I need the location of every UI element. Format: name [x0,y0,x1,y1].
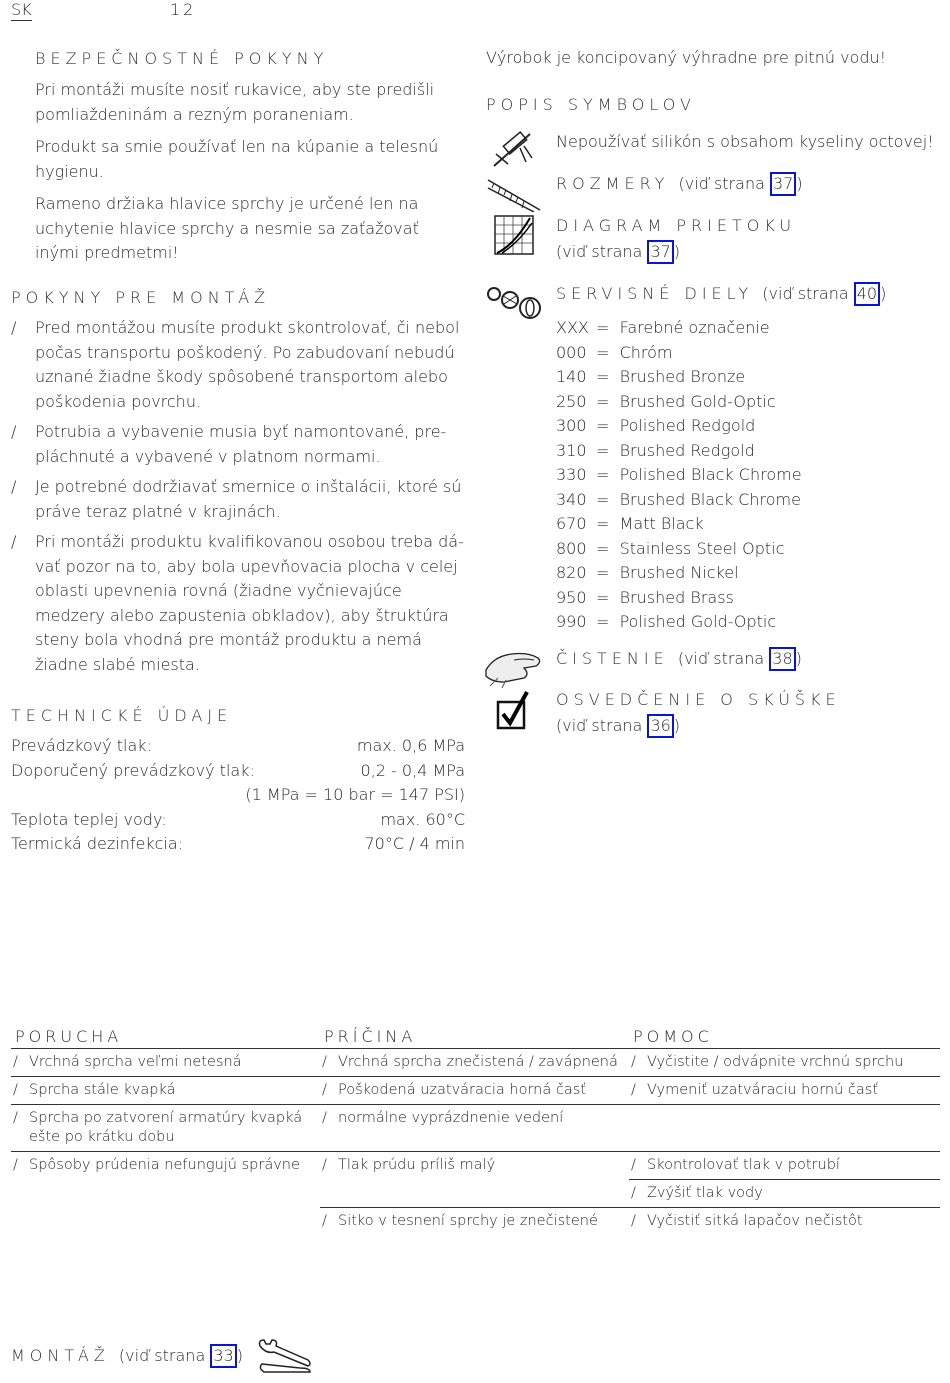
list-item: / Je potrebné dodržiavať smernice o inštalácii, ktoré sú práve teraz platné v krajinách. [11,477,462,521]
language-code: SK [11,0,32,19]
color-code-row: 670 = Matt Black [556,514,704,533]
cause-cell: Tlak prúdu príliš malý [338,1157,496,1173]
spare-parts-title: SERVISNÉ DIELY [556,284,754,303]
montage-ref: (viď strana [118,1346,206,1365]
safety-paragraph: Pri montáži musíte nosiť rukavice, aby ste predišli pomliaždeninám a rezným poraneniam. [35,80,435,124]
help-cell: Zvýšiť tlak vody [647,1185,763,1201]
help-cell: Vyčistite / odvápnite vrchnú sprchu [647,1054,904,1070]
color-code-row: 000 = Chróm [556,342,673,362]
montage-title: MONTÁŽ [11,1346,110,1365]
color-code-row: 340 = Brushed Black Chrome [556,489,801,509]
closing-paren: ) [673,242,681,261]
spare-parts-line [556,282,886,306]
assembly-notes-title: POKYNY PRE MONTÁŽ [11,288,271,307]
color-code-row: 250 = Brushed Gold-Optic [556,391,776,411]
spare-parts-page-link[interactable]: 40 [854,282,880,306]
spare-parts-ref: (viď strana [762,284,849,303]
dimensions-page-link[interactable]: 37 [770,172,796,196]
color-code-row: 950 = Brushed Brass [556,587,734,607]
page-number: 12 [170,0,197,19]
closing-paren: ) [673,716,681,735]
technical-title: TECHNICKÉ ÚDAJE [11,706,233,725]
wrench-icon [256,1338,312,1374]
safety-paragraph: Produkt sa smie používať len na kúpanie a telesnú hygienu. [35,137,439,181]
cleaning-line [556,647,802,671]
intro-note: Výrobok je koncipovaný výhradne pre pitnú vodu! [486,48,887,67]
silicone-warning: Nepoužívať silikón s obsahom kyseliny octovej! [556,132,934,151]
color-code-row: 310 = Brushed Redgold [556,440,755,460]
safety-text [35,78,460,266]
troubleshooting-table [11,1027,940,1235]
closing-paren: ) [236,1346,243,1365]
color-code-row: 820 = Brushed Nickel [556,563,739,582]
closing-paren: ) [796,174,803,193]
symbols-title: POPIS SYMBOLOV [486,95,696,114]
table-row: / Spôsoby prúdenia nefungujú správne / Tlak prúdu príliš malý / Skontrolovať tlak v potrubí [11,1152,940,1180]
flow-ref-line [556,240,680,264]
list-item: / Pred montážou musíte produkt skontrolovať, či nebol počas transportu poškodený. Po zabudovaní nebudú uznané žiadne škody spôsobené transportom alebo poškodenia povrchu. [11,318,460,411]
fault-cell: Sprcha po zatvorení armatúry kvapká ešte po krátku dobu [29,1110,303,1145]
table-row: / Sprcha po zatvorení armatúry kvapká ešte po krátku dobu / normálne vyprázdnenie vedení [11,1105,940,1152]
list-item: / Pri montáži produktu kvalifikovanou osobou treba dá- vať pozor na to, aby bola upevňovacia plocha v celej oblasti upevnenia rovná (žiadne vyčnievajúce medzery alebo zapustenia obkladov), aby štruktúra steny bola vhodná pre montáž produktu a nemá žiadne slabé miesta. [11,532,464,674]
fault-cell: Vrchná sprcha veľmi netesná [29,1054,242,1070]
safety-title: BEZPEČNOSTNÉ POKYNY [35,49,329,68]
column-header-fault: PORUCHA [15,1027,123,1046]
help-cell: Vyčistiť sitká lapačov nečistôt [647,1213,863,1229]
technical-row: (1 MPa = 10 bar = 147 PSI) [245,785,465,804]
color-code-row: XXX = Farebné označenie [556,318,770,337]
color-code-row: 300 = Polished Redgold [556,416,756,435]
closing-paren: ) [880,284,887,303]
table-row: / Vrchná sprcha veľmi netesná / Vrchná sprcha znečistená / zavápnená / Vyčistite / odvápnite vrchnú sprchu [11,1049,940,1077]
silicone-gun-icon [490,128,540,170]
cause-cell: Poškodená uzatváracia horná časť [338,1082,586,1098]
certificate-page-link[interactable]: 36 [647,714,673,738]
technical-row: Prevádzkový tlak: max. 0,6 MPa [11,736,465,755]
color-code-row: 140 = Brushed Bronze [556,367,746,386]
montage-page-link[interactable]: 33 [210,1344,236,1368]
table-row: / Zvýšiť tlak vody [11,1180,940,1208]
ruler-icon [486,176,542,212]
fault-cell: Spôsoby prúdenia nefungujú správne [29,1157,300,1173]
cause-cell: Vrchná sprcha znečistená / zavápnená [338,1054,618,1070]
dimensions-line [556,172,803,196]
certificate-title: OSVEDČENIE O SKÚŠKE [556,690,841,709]
cause-cell: normálne vyprázdnenie vedení [338,1110,564,1126]
safety-paragraph: Rameno držiaka hlavice sprchy je určené len na uchytenie hlavice sprchy a nesmie sa zaťažovať inými predmetmi! [35,194,419,262]
certificate-ref: (viď strana [556,716,643,735]
color-code-row: 990 = Polished Gold-Optic [556,612,777,631]
fault-cell: Sprcha stále kvapká [29,1082,176,1098]
color-code-row: 800 = Stainless Steel Optic [556,538,785,558]
dimensions-ref: (viď strana [678,174,765,193]
dimensions-title: ROZMERY [556,174,670,193]
technical-table [11,734,465,857]
list-item: / Potrubia a vybavenie musia byť namontované, pre- pláchnuté a vybavené v platnom normami. [11,422,447,466]
table-row: / Sprcha stále kvapká / Poškodená uzatváracia horná časť / Vymeniť uzatváraciu hornú časť [11,1077,940,1105]
checkbox-icon [496,690,530,732]
montage-line [11,1344,243,1368]
help-cell: Vymeniť uzatváraciu hornú časť [647,1082,879,1098]
assembly-notes-list [11,316,466,683]
certificate-ref-line [556,714,680,738]
flow-title: DIAGRAM PRIETOKU [556,216,797,235]
technical-row: Termická dezinfekcia: 70°C / 4 min [11,834,465,853]
flow-diagram-icon [494,215,534,255]
column-header-cause: PRÍČINA [324,1027,417,1046]
color-code-row: 330 = Polished Black Chrome [556,465,802,484]
flow-page-link[interactable]: 37 [647,240,673,264]
technical-row: Teplota teplej vody: max. 60°C [11,809,465,829]
color-code-list [556,316,802,635]
cleaning-title: ČISTENIE [556,649,669,668]
column-header-help: POMOC [633,1027,713,1046]
cause-cell: Sitko v tesnení sprchy je znečistené [338,1213,598,1229]
help-cell: Skontrolovať tlak v potrubí [647,1157,840,1173]
cleaning-ref: (viď strana [677,649,765,668]
table-row: / Sitko v tesnení sprchy je znečistené / Vyčistiť sitká lapačov nečistôt [322,1213,863,1229]
cleaning-hand-icon [484,648,544,688]
technical-row: Doporučený prevádzkový tlak: 0,2 - 0,4 MPa [11,760,465,780]
flow-ref: (viď strana [556,242,643,261]
spare-parts-icon [486,284,544,324]
closing-paren: ) [795,649,802,668]
cleaning-page-link[interactable]: 38 [769,647,795,671]
